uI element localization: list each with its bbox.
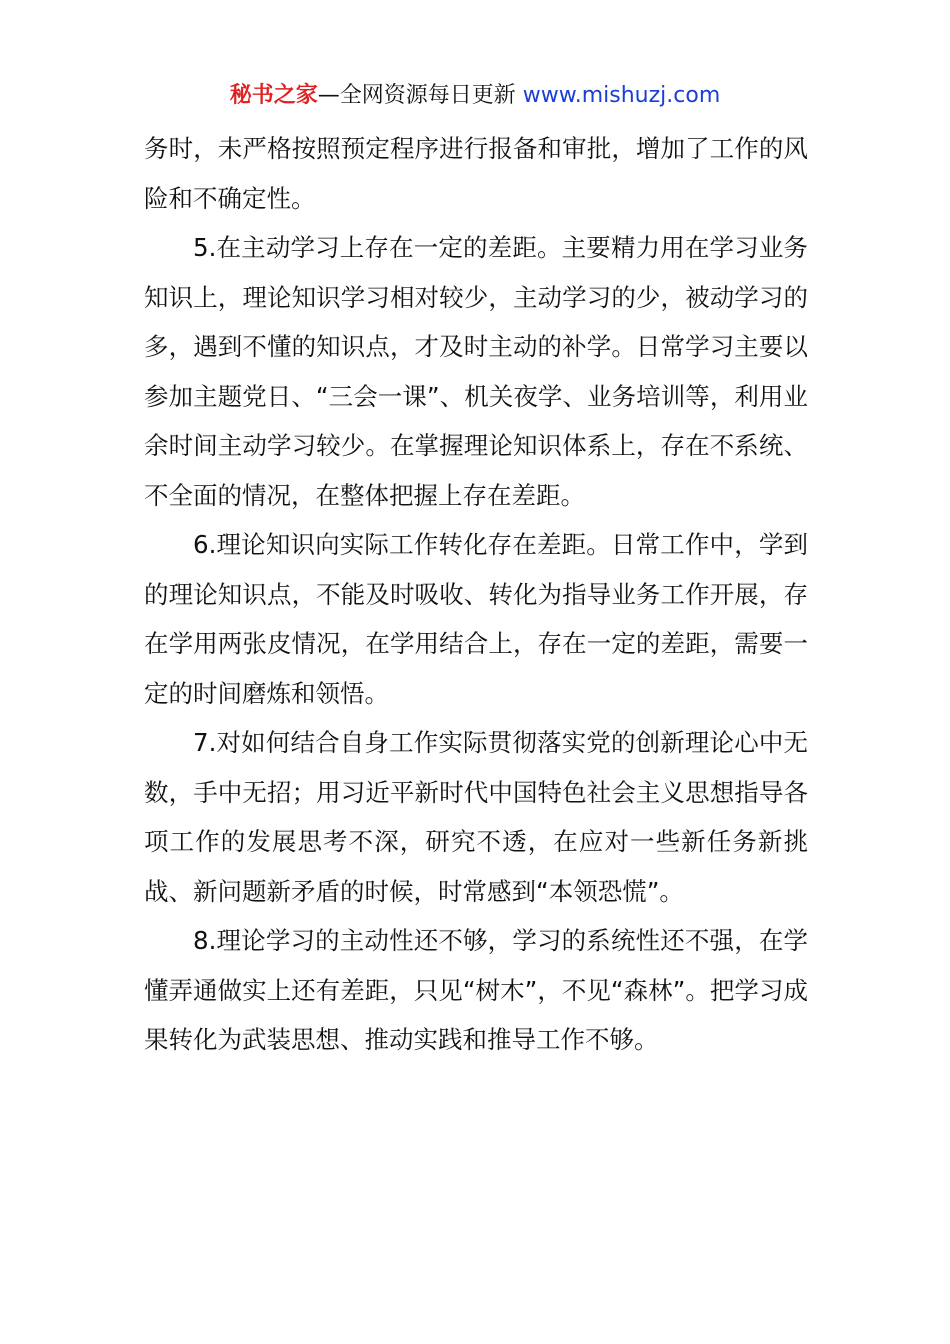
paragraph-item-5: 5.在主动学习上存在一定的差距。主要精力用在学习业务知识上，理论知识学习相对较少，主动学习的少，被动学习的多，遇到不懂的知识点，才及时主动的补学。日常学习主要以参加主题党日、“三会一课”、机关夜学、业务培训等，利用业余时间主动学习较少。在掌握理论知识体系上，存在不系统、不全面的情况，在整体把握上存在差距。 <box>144 233 808 510</box>
paragraph-item-7: 7.对如何结合自身工作实际贯彻落实党的创新理论心中无数，手中无招；用习近平新时代中国特色社会主义思想指导各项工作的发展思考不深，研究不透，在应对一些新任务新挑战、新问题新矛盾的时候，时常感到“本领恐慌”。 <box>144 728 808 906</box>
brand-name: 秘书之家 <box>229 83 318 108</box>
page-header <box>0 82 950 110</box>
paragraph-continuation: 务时，未严格按照预定程序进行报备和审批，增加了工作的风险和不确定性。 <box>144 134 808 213</box>
paragraph-item-6: 6.理论知识向实际工作转化存在差距。日常工作中，学到的理论知识点，不能及时吸收、转化为指导业务工作开展，存在学用两张皮情况，在学用结合上，存在一定的差距，需要一定的时间磨炼和领悟。 <box>144 530 808 708</box>
paragraph-item-8: 8.理论学习的主动性还不够，学习的系统性还不强，在学懂弄通做实上还有差距，只见“树木”，不见“森林”。把学习成果转化为武装思想、推动实践和推导工作不够。 <box>144 926 808 1054</box>
site-url[interactable]: www.mishuzj.com <box>522 83 721 108</box>
document-body <box>144 124 808 1065</box>
header-tagline: —全网资源每日更新 <box>317 83 523 108</box>
